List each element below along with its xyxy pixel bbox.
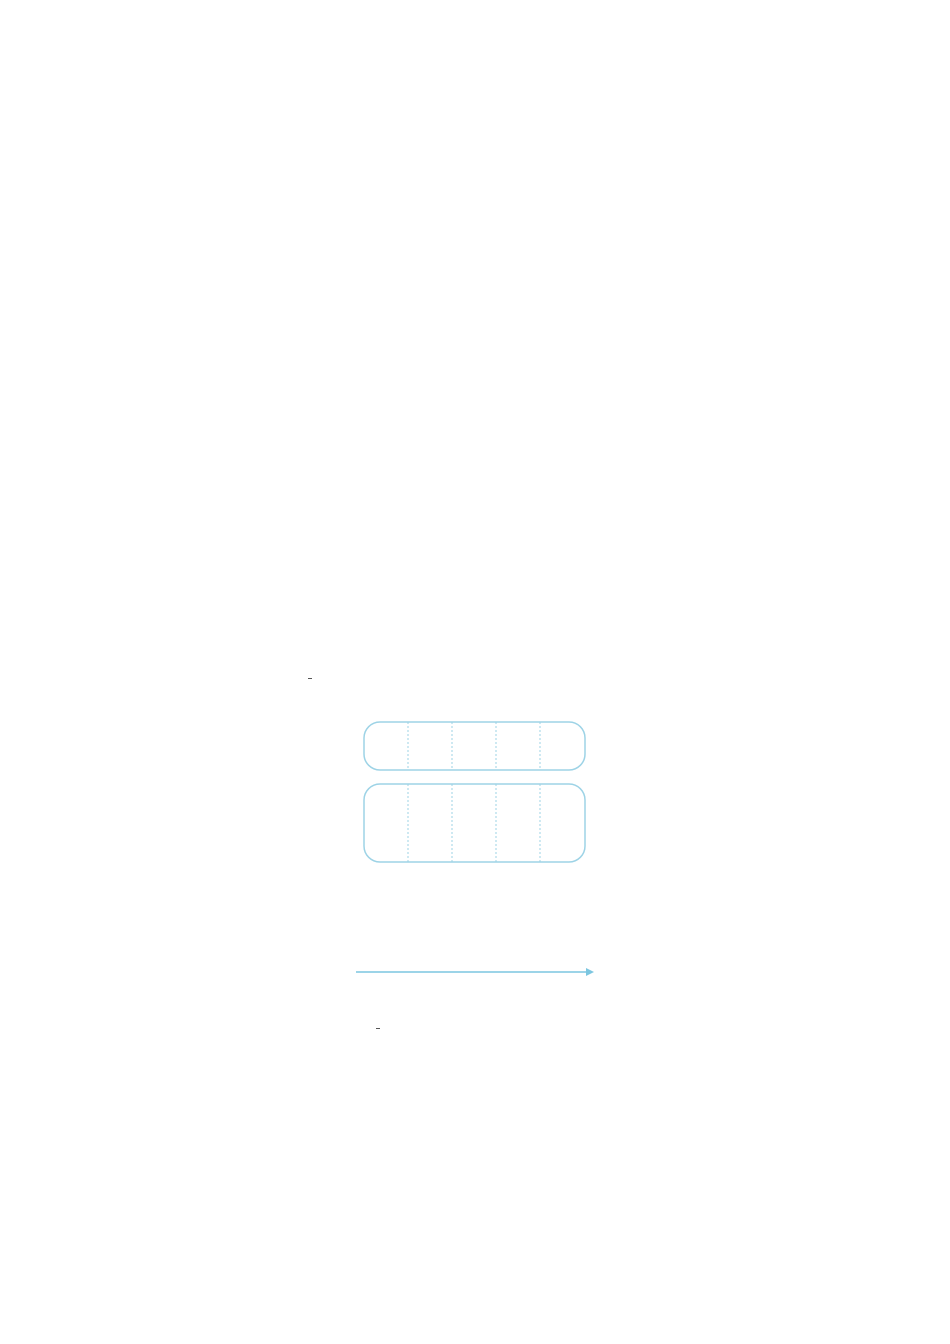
number-line (352, 960, 602, 1000)
squares-diagram (360, 718, 590, 868)
bottom-rounded-box (364, 784, 585, 862)
s6-q1-fraction (308, 668, 312, 687)
fraction-numerator (376, 1028, 380, 1029)
s6-q3-fraction (376, 1018, 380, 1037)
top-rounded-box (364, 722, 585, 770)
rectangle-grid (354, 1069, 598, 1153)
fraction-numerator (308, 678, 312, 679)
